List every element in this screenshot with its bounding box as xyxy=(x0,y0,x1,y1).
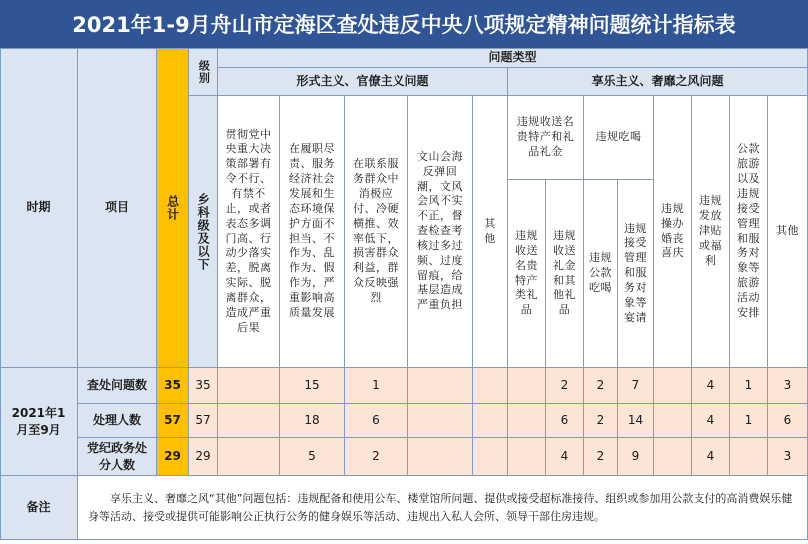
g1-col-1 xyxy=(218,96,280,368)
g2-col-text: 其他 xyxy=(776,224,799,238)
g2-value xyxy=(654,368,692,404)
g1-value xyxy=(408,368,473,404)
g1-value: 2 xyxy=(345,438,408,476)
row-total: 35 xyxy=(157,368,189,404)
g2-sub-meals-text: 违规吃喝 xyxy=(595,130,642,144)
g2-value xyxy=(654,438,692,476)
g1-value xyxy=(408,404,473,438)
g1-value xyxy=(473,368,508,404)
row-level-value: 29 xyxy=(189,438,218,476)
g2-col-4 xyxy=(618,180,654,368)
g2-value: 2 xyxy=(546,368,584,404)
g2-value: 3 xyxy=(768,368,808,404)
header-item: 项目 xyxy=(78,48,157,368)
g2-sub-gifts-text: 违规收送名贵特产和礼品礼金 xyxy=(516,115,575,158)
g1-value: 15 xyxy=(280,368,345,404)
row-level-value: 57 xyxy=(189,404,218,438)
note-text: 享乐主义、奢靡之风“其他”问题包括：违规配备和使用公车、楼堂馆所问题、提供或接受超标准接待、组织或参加用公款支付的高消费娱乐健身等活动、接受或提供可能影响公正执行公务的健身娱乐等活动、违规出入私人会所、领导干部住房违规。 xyxy=(78,476,808,540)
row-label: 查处问题数 xyxy=(78,368,157,404)
g2-value: 14 xyxy=(618,404,654,438)
row-level-value: 35 xyxy=(189,368,218,404)
g1-value: 6 xyxy=(345,404,408,438)
g2-col-8 xyxy=(768,96,808,368)
g2-value xyxy=(508,368,546,404)
g2-sub-gifts xyxy=(508,96,584,180)
g2-col-text: 违规收送礼金和其他礼品 xyxy=(553,228,576,317)
g1-col-3 xyxy=(345,96,408,368)
g1-value xyxy=(473,438,508,476)
g2-col-text: 违规公款吃喝 xyxy=(589,251,612,294)
g2-col-text: 违规接受管理和服务对象等宴请 xyxy=(624,221,647,324)
g2-value xyxy=(508,438,546,476)
g2-col-text: 违规收送名贵特产类礼品 xyxy=(515,228,538,317)
group-hedonism: 享乐主义、奢靡之风问题 xyxy=(508,68,808,96)
g1-col-4 xyxy=(408,96,473,368)
g1-value: 18 xyxy=(280,404,345,438)
level-value-label: 乡科级及以下 xyxy=(196,192,211,271)
g2-col-6 xyxy=(692,96,730,368)
header-level xyxy=(189,48,218,96)
g2-value: 2 xyxy=(584,404,618,438)
g2-sub-meals xyxy=(584,96,654,180)
g2-col-3 xyxy=(584,180,618,368)
g1-value xyxy=(473,404,508,438)
g2-value xyxy=(508,404,546,438)
g2-value: 6 xyxy=(768,404,808,438)
g2-col-5 xyxy=(654,96,692,368)
g2-value: 4 xyxy=(692,438,730,476)
g1-col-5 xyxy=(473,96,508,368)
g2-col-text: 公款旅游以及违规接受管理和服务对象等旅游活动安排 xyxy=(737,142,760,319)
g2-value: 4 xyxy=(692,404,730,438)
note-label: 备注 xyxy=(0,476,78,540)
g1-col-text: 贯彻党中央重大决策部署有令不行、有禁不止，或者表态多调门高、行动少落实差，脱离实际、脱离群众，造成严重后果 xyxy=(225,127,272,334)
g2-value: 3 xyxy=(768,438,808,476)
g2-value: 2 xyxy=(584,438,618,476)
row-label: 处理人数 xyxy=(78,404,157,438)
g2-value: 7 xyxy=(618,368,654,404)
group-formalism: 形式主义、官僚主义问题 xyxy=(218,68,508,96)
g2-col-text: 违规操办婚丧喜庆 xyxy=(661,201,684,260)
g2-col-7 xyxy=(730,96,768,368)
g1-value xyxy=(218,404,280,438)
g2-col-2 xyxy=(546,180,584,368)
g2-value: 6 xyxy=(546,404,584,438)
g2-value: 4 xyxy=(546,438,584,476)
g1-col-text: 其他 xyxy=(484,216,496,245)
g1-value: 5 xyxy=(280,438,345,476)
g2-col-text: 违规发放津贴或福利 xyxy=(699,194,722,267)
g1-value xyxy=(218,438,280,476)
g2-value xyxy=(654,404,692,438)
g2-value: 1 xyxy=(730,368,768,404)
row-total: 57 xyxy=(157,404,189,438)
row-label: 党纪政务处分人数 xyxy=(78,438,157,476)
g2-value xyxy=(730,438,768,476)
header-total xyxy=(157,48,189,368)
g2-value: 2 xyxy=(584,368,618,404)
g1-col-text: 文山会海反弹回潮，文风会风不实不正，督查检查考核过多过频、过度留痕，给基层造成严重负担 xyxy=(417,149,463,312)
g2-col-1 xyxy=(508,180,546,368)
row-total: 29 xyxy=(157,438,189,476)
g1-value xyxy=(408,438,473,476)
g2-value: 9 xyxy=(618,438,654,476)
g2-value: 4 xyxy=(692,368,730,404)
header-level-label: 级别 xyxy=(197,59,211,84)
header-period: 时期 xyxy=(0,48,78,368)
g1-col-text: 在履职尽责、服务经济社会发展和生态环境保护方面不担当、不作为、乱作为、假作为，严重影响高质量发展 xyxy=(289,142,335,319)
g1-col-2 xyxy=(280,96,345,368)
period-label: 2021年1月至9月 xyxy=(0,368,78,476)
header-total-label: 总计 xyxy=(165,194,180,221)
level-value xyxy=(189,96,218,368)
g1-value: 1 xyxy=(345,368,408,404)
page-title: 2021年1-9月舟山市定海区查处违反中央八项规定精神问题统计指标表 xyxy=(0,0,808,48)
g1-value xyxy=(218,368,280,404)
g2-value: 1 xyxy=(730,404,768,438)
header-problem-type: 问题类型 xyxy=(218,48,808,68)
g1-col-text: 在联系服务群众中消极应付、冷硬横推、效率低下，损害群众利益，群众反映强烈 xyxy=(353,157,399,304)
